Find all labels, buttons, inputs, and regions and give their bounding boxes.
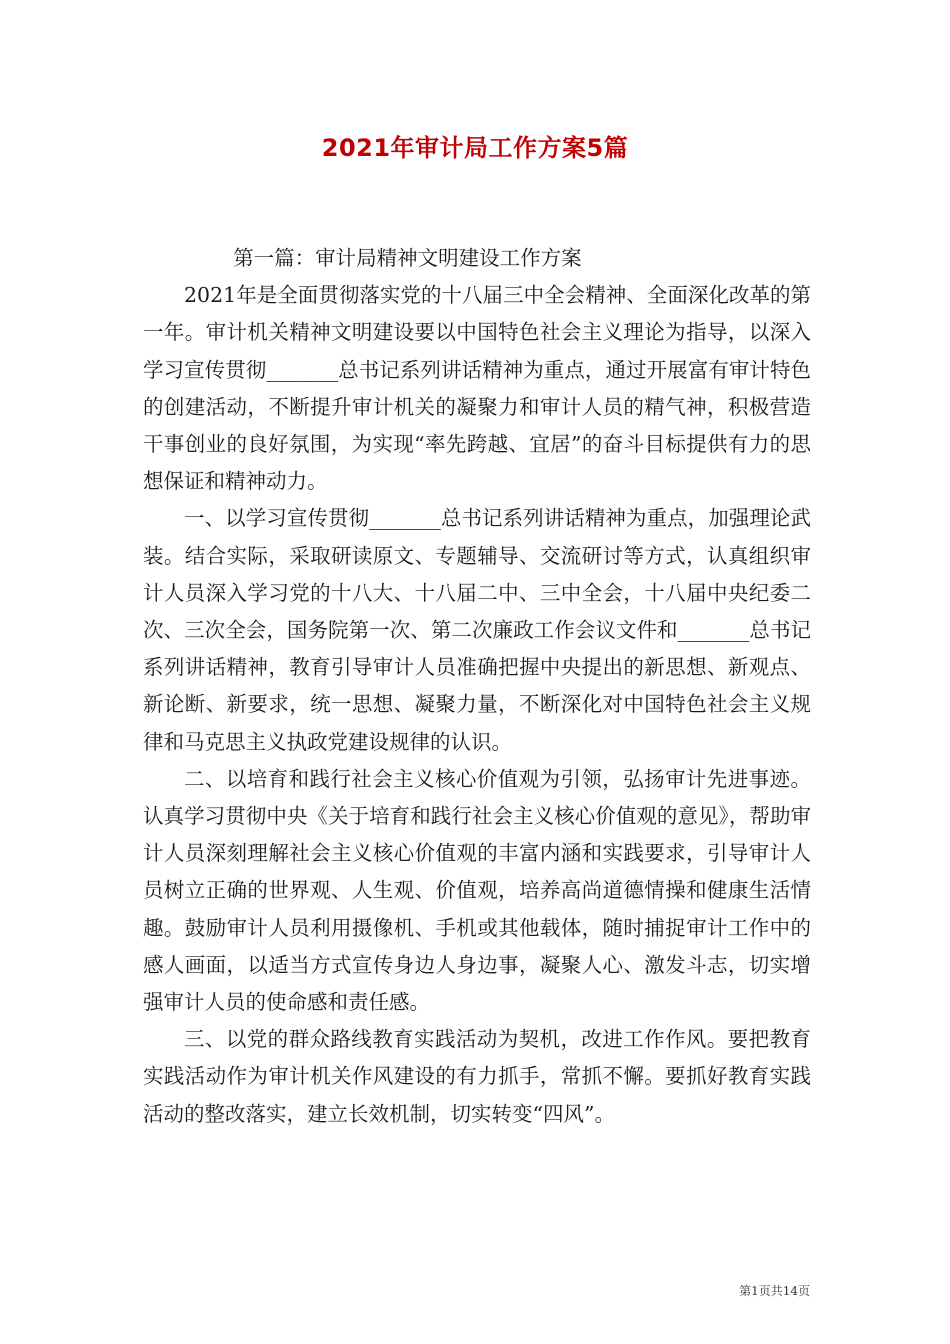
- document-title: 2021年审计局工作方案5篇: [321, 134, 629, 162]
- section-heading: 第一篇：审计局精神文明建设工作方案: [233, 246, 582, 270]
- document-body: [143, 240, 811, 1133]
- paragraph-point-3: 三、以党的群众路线教育实践活动为契机，改进工作作风。要把教育实践活动作为审计机关作风建设的有力抓手，常抓不懈。要抓好教育实践活动的整改落实，建立长效机制，切实转变“四风”。: [143, 1027, 811, 1126]
- page-number: 第1页共14页: [739, 1284, 810, 1298]
- paragraph-point-2: 二、以培育和践行社会主义核心价值观为引领，弘扬审计先进事迹。认真学习贯彻中央《关于培育和践行社会主义核心价值观的意见》，帮助审计人员深刻理解社会主义核心价值观的丰富内涵和实践要求，引导审计人员树立正确的世界观、人生观、价值观，培养高尚道德情操和健康生活情趣。鼓励审计人员利用摄像机、手机或其他载体，随时捕捉审计工作中的感人画面，以适当方式宣传身边人身边事，凝聚人心、激发斗志，切实增强审计人员的使命感和责任感。: [143, 766, 811, 1015]
- paragraph-point-1: 一、以学习宣传贯彻_______总书记系列讲话精神为重点，加强理论武装。结合实际，采取研读原文、专题辅导、交流研讨等方式，认真组织审计人员深入学习党的十八大、十八届二中、三中全会，十八届中央纪委二次、三次全会，国务院第一次、第二次廉政工作会议文件和_______总书记系列讲话精神，教育引导审计人员准确把握中央提出的新思想、新观点、新论断、新要求，统一思想、凝聚力量，不断深化对中国特色社会主义规律和马克思主义执政党建设规律的认识。: [143, 506, 811, 754]
- paragraph-intro: 2021年是全面贯彻落实党的十八届三中全会精神、全面深化改革的第一年。审计机关精神文明建设要以中国特色社会主义理论为指导，以深入学习宣传贯彻_______总书记系列讲话精神为重点，通过开展富有审计特色的创建活动，不断提升审计机关的凝聚力和审计人员的精气神，积极营造干事创业的良好氛围，为实现“率先跨越、宜居”的奋斗目标提供有力的思想保证和精神动力。: [143, 283, 811, 494]
